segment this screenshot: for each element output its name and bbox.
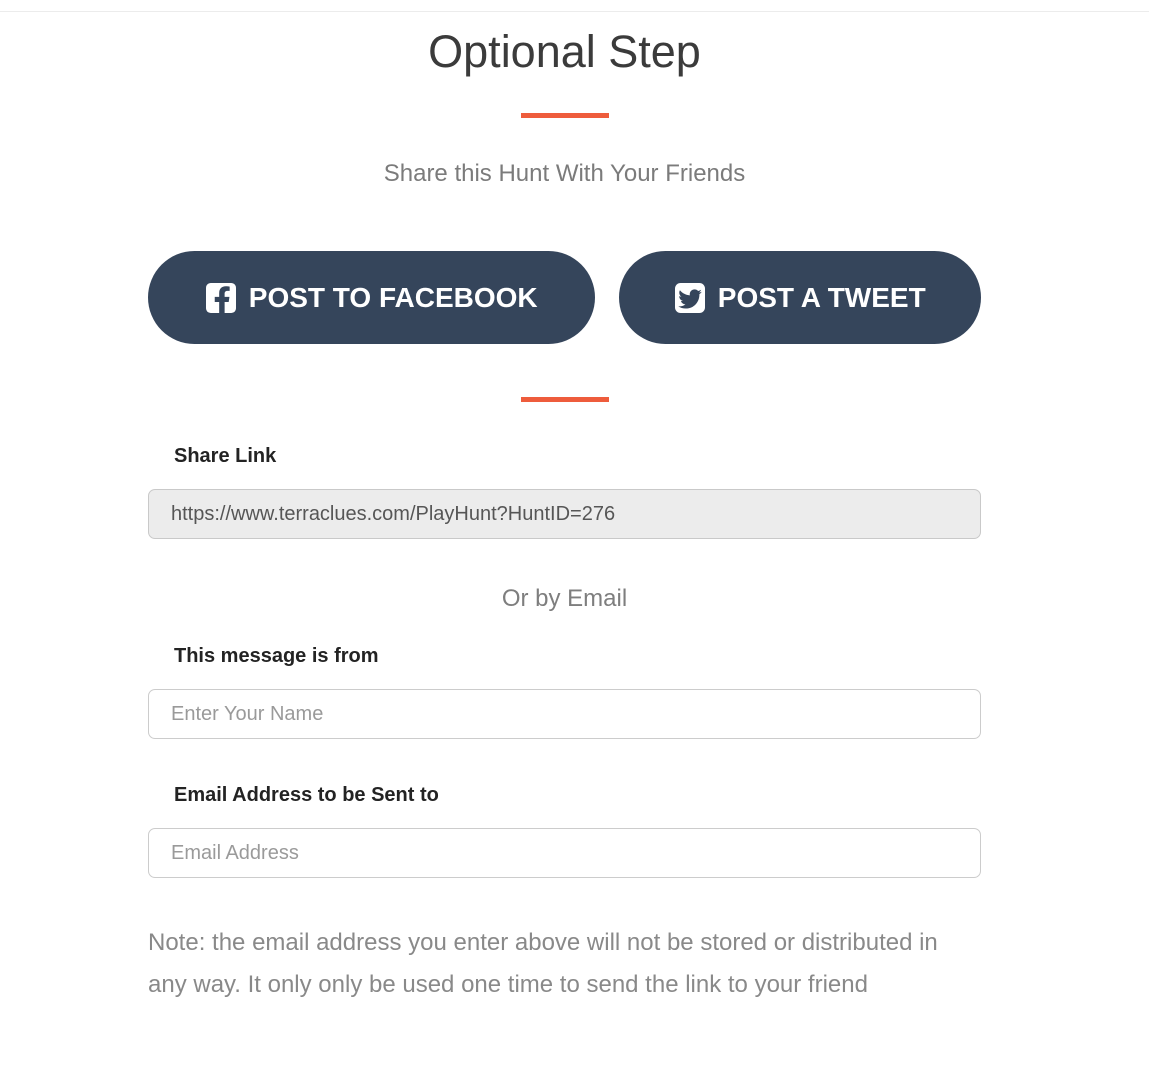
email-address-label: Email Address to be Sent to bbox=[174, 784, 439, 806]
privacy-note: Note: the email address you enter above will not be stored or distributed in any way. It only only be used one time to send the link to your friend bbox=[148, 929, 938, 998]
message-from-label: This message is from bbox=[174, 645, 379, 667]
or-by-email-text: Or by Email bbox=[501, 585, 628, 612]
social-buttons-row bbox=[148, 251, 981, 344]
post-a-tweet-button[interactable] bbox=[619, 251, 981, 344]
post-to-facebook-button[interactable] bbox=[148, 251, 595, 344]
top-border-divider bbox=[0, 0, 1149, 12]
page-title: Optional Step bbox=[428, 26, 701, 77]
orange-divider-top bbox=[521, 113, 609, 118]
share-link-label: Share Link bbox=[174, 445, 277, 467]
sender-name-input[interactable] bbox=[148, 689, 981, 739]
facebook-icon bbox=[206, 283, 236, 313]
optional-step-panel bbox=[148, 12, 981, 1006]
tweet-button-label: POST A TWEET bbox=[717, 281, 926, 313]
recipient-email-input[interactable] bbox=[148, 828, 981, 878]
twitter-icon bbox=[675, 283, 705, 313]
share-link-input[interactable] bbox=[148, 489, 981, 539]
facebook-button-label: POST TO FACEBOOK bbox=[248, 281, 538, 313]
orange-divider-bottom bbox=[521, 397, 609, 402]
share-subtitle: Share this Hunt With Your Friends bbox=[383, 160, 746, 187]
